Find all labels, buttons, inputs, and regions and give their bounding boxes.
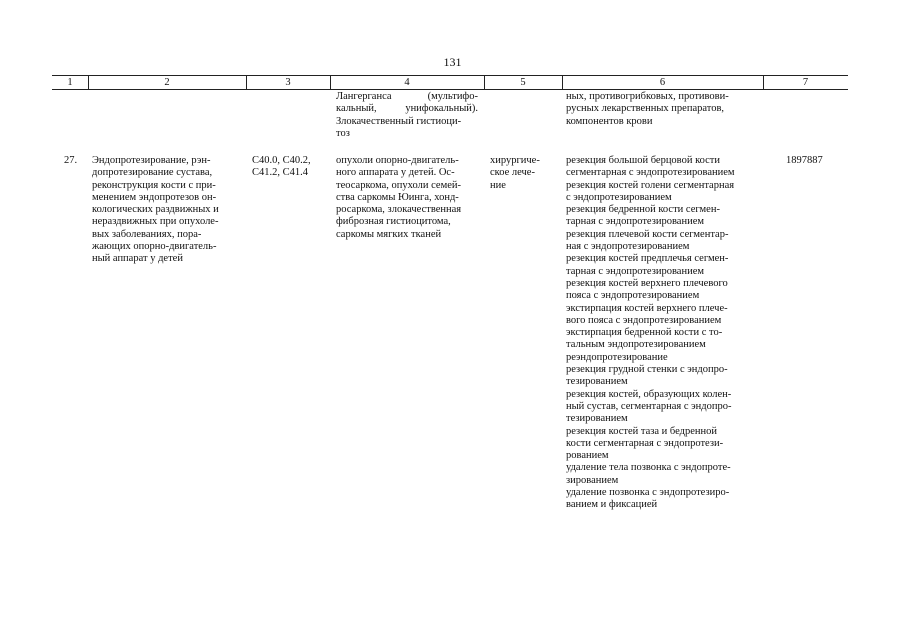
treatment-method-line: резекция грудной стенки с эндопро- — [566, 364, 728, 376]
patient-model-line: саркомы мягких тканей — [336, 228, 442, 240]
treatment-method-line: тарная с эндопротезированием — [566, 216, 705, 228]
treatment-method-line: зированием — [566, 474, 619, 486]
treatment-method-line: вого пояса с эндопротезированием — [566, 314, 722, 326]
continued-disease-line: Злокачественный гистиоци- — [336, 115, 462, 127]
procedure-name-line: менением эндопротезов он- — [92, 191, 217, 203]
treatment-method-line: тезированием — [566, 413, 628, 425]
icd-codes-cell — [252, 155, 328, 180]
procedure-name-line: ный аппарат у детей — [92, 253, 183, 265]
treatment-method-line: сегментарная с эндопротезированием — [566, 167, 735, 179]
column-number-4: 4 — [404, 77, 410, 88]
treatment-method-line: экстирпация костей верхнего плече- — [566, 302, 728, 314]
treatment-method-line: тарная с эндопротезированием — [566, 265, 705, 277]
procedure-name-line: вых заболеваниях, пора- — [92, 228, 202, 240]
column-number-5: 5 — [520, 77, 526, 88]
treatment-method-line: пояса с эндопротезированием — [566, 290, 700, 302]
table-header-top-rule — [52, 75, 848, 76]
treatment-method-line: ный сустав, сегментарная с эндопро- — [566, 400, 732, 412]
continued-disease-line: тоз — [336, 127, 350, 139]
patient-model-line: росаркома, злокачественная — [336, 204, 462, 216]
treatment-method-line: ная с эндопротезированием — [566, 241, 690, 253]
patient-model-line: ства саркомы Юинга, хонд- — [336, 191, 459, 203]
continued-disease-line: кальный, унифокальный). — [336, 103, 478, 115]
treatment-method-line: тальным эндопротезированием — [566, 339, 706, 351]
continued-disease-line: Лангерганса (мультифо- — [336, 91, 478, 102]
procedure-name-line: жающих опорно-двигатель- — [92, 241, 217, 253]
treatment-method-line: удаление позвонка с эндопротезиро- — [566, 487, 730, 499]
treatment-method-line: с эндопротезированием — [566, 191, 672, 203]
column-number-3: 3 — [285, 77, 291, 88]
table-header-bottom-rule — [52, 89, 848, 90]
patient-model-line: опухоли опорно-двигатель- — [336, 155, 459, 166]
procedure-name-line: кологических раздвижных и — [92, 204, 219, 216]
treatment-method-line: удаление тела позвонка с эндопроте- — [566, 462, 731, 474]
cost-cell: 1897887 — [786, 155, 823, 166]
page-number: 131 — [443, 55, 462, 69]
treatment-method-cell — [566, 155, 762, 512]
procedure-name-line: допротезирование сустава, — [92, 167, 213, 179]
column-number-7: 7 — [802, 77, 809, 88]
treatment-method-line: рованием — [566, 450, 609, 462]
continued-method-line: ных, противогрибковых, противови- — [566, 91, 729, 102]
column-number-1: 1 — [67, 77, 73, 88]
continued-disease-cell — [336, 91, 478, 140]
icd-codes-line: C41.2, C41.4 — [252, 167, 309, 179]
treatment-type-line: ние — [490, 179, 506, 191]
treatment-method-line: резекция бедренной кости сегмен- — [566, 204, 720, 216]
treatment-type-line: ское лече- — [490, 167, 535, 179]
procedure-name-line: нераздвижных при опухоле- — [92, 216, 219, 228]
treatment-method-line: резекция большой берцовой кости — [566, 155, 721, 166]
procedure-name-line: Эндопротезирование, рэн- — [92, 155, 211, 166]
treatment-method-line: резекция костей таза и бедренной — [566, 425, 718, 437]
treatment-method-line: резекция костей, образующих колен- — [566, 388, 732, 400]
treatment-method-line: резекция костей верхнего плечевого — [566, 277, 728, 289]
treatment-type-cell — [490, 155, 560, 192]
continued-method-cell — [566, 91, 761, 128]
row-number: 27. — [64, 155, 78, 166]
treatment-method-line: экстирпация бедренной кости с то- — [566, 327, 723, 339]
treatment-method-line: ванием и фиксацией — [566, 499, 658, 511]
continued-method-line: русных лекарственных препаратов, — [566, 103, 725, 115]
treatment-method-line: резекция плечевой кости сегментар- — [566, 228, 729, 240]
treatment-method-line: резекция костей предплечья сегмен- — [566, 253, 729, 265]
column-number-2: 2 — [164, 77, 170, 88]
treatment-type-line: хирургиче- — [490, 155, 540, 166]
patient-model-line: ного аппарата у детей. Ос- — [336, 167, 455, 179]
patient-model-cell — [336, 155, 482, 241]
procedure-name-cell — [92, 155, 242, 266]
continued-method-line: компонентов крови — [566, 115, 653, 127]
patient-model-line: фиброзная гистиоцитома, — [336, 216, 451, 228]
icd-codes-line: C40.0, C40.2, — [252, 155, 311, 166]
treatment-method-line: тезированием — [566, 376, 628, 388]
column-number-6: 6 — [659, 77, 666, 88]
procedure-name-line: реконструкция кости с при- — [92, 179, 216, 191]
treatment-method-line: резекция костей голени сегментарная — [566, 179, 735, 191]
patient-model-line: теосаркома, опухоли семей- — [336, 179, 461, 191]
treatment-method-line: реэндопротезирование — [566, 351, 668, 363]
treatment-method-line: кости сегментарная с эндопротези- — [566, 437, 724, 449]
